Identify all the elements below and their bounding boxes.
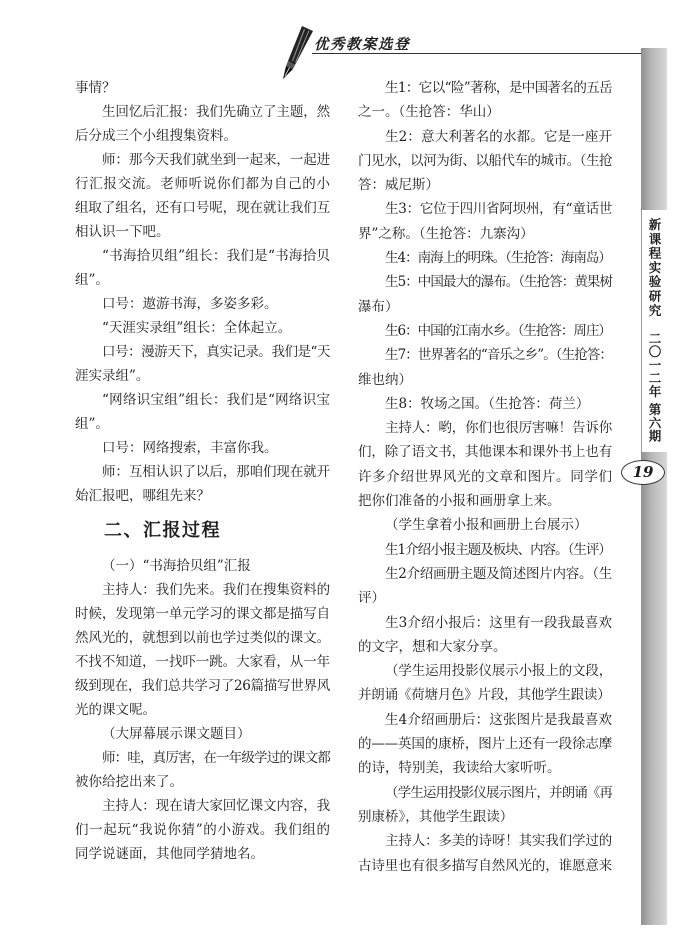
text-line: 古诗里也有很多描写自然风光的，谁愿意来 bbox=[358, 857, 612, 874]
text-line: 瀑布） bbox=[358, 298, 399, 315]
text-line: 组”。 bbox=[75, 272, 109, 288]
text-line: 的文字，想和大家分享。 bbox=[358, 638, 507, 655]
paragraph bbox=[358, 659, 612, 708]
text-line: 事情？ bbox=[75, 80, 116, 96]
text-line: 并朗诵《荷塘月色》片段，其他学生跟读） bbox=[358, 687, 611, 704]
text-line: “书海拾贝组”组长：我们是“书海拾贝 bbox=[102, 248, 330, 264]
text-line: （学生拿着小报和画册上台展示） bbox=[385, 517, 588, 534]
text-line: 师：那今天我们就坐到一起来，一起进 bbox=[102, 152, 330, 168]
text-line: 不找不知道，一找吓一跳。大家看，从一年 bbox=[75, 654, 330, 670]
pen-icon bbox=[280, 25, 314, 79]
text-line: 生1：它以“险”著称，是中国著名的五岳 bbox=[385, 80, 612, 96]
paragraph bbox=[358, 270, 612, 319]
text-line: 把你们准备的小报和画册拿上来。 bbox=[358, 493, 561, 510]
text-line: 相认识一下吧。 bbox=[75, 224, 170, 240]
paragraph bbox=[358, 829, 612, 878]
text-line: 答：威尼斯） bbox=[358, 177, 439, 194]
paragraph bbox=[358, 197, 612, 246]
paragraph bbox=[75, 460, 330, 508]
text-line: 们，除了语文书，其他课本和课外书上也有 bbox=[358, 444, 612, 461]
paragraph bbox=[75, 746, 330, 794]
text-line: 维也纳） bbox=[358, 371, 412, 388]
paragraph bbox=[75, 554, 330, 578]
text-line: 被你给挖出来了。 bbox=[75, 774, 183, 790]
text-line: 们一起玩“我说你猜”的小游戏。我们组的 bbox=[75, 822, 330, 838]
text-line: 口号：网络搜索，丰富你我。 bbox=[102, 440, 278, 456]
paragraph bbox=[358, 343, 612, 392]
text-line: 别康桥》，其他学生跟读） bbox=[358, 808, 514, 825]
paragraph bbox=[358, 416, 612, 513]
paragraph bbox=[75, 388, 330, 436]
paragraph bbox=[75, 340, 330, 388]
text-line: （学生运用投影仪展示小报上的文段， bbox=[385, 663, 612, 680]
text-line: 主持人：哟，你们也很厉害嘛！告诉你 bbox=[385, 420, 612, 437]
text-line: 光的课文呢。 bbox=[75, 702, 156, 718]
text-line: 的——英国的康桥，图片上还有一段徐志摩 bbox=[358, 736, 612, 753]
paragraph bbox=[358, 76, 612, 125]
text-line: 始汇报吧，哪组先来？ bbox=[75, 488, 210, 504]
paragraph bbox=[75, 578, 330, 722]
text-line: 生6：中国的江南水乡。（生抢答：周庄） bbox=[385, 322, 611, 339]
text-line: 师：互相认识了以后，那咱们现在就开 bbox=[102, 464, 330, 480]
paragraph bbox=[75, 292, 330, 316]
section-heading: 二、汇报过程 bbox=[104, 520, 221, 541]
right-column bbox=[358, 76, 612, 878]
text-line: （一）“书海拾贝组”汇报 bbox=[102, 558, 251, 574]
text-line: 生3：它位于四川省阿坝州，有“童话世 bbox=[385, 201, 612, 218]
paragraph bbox=[358, 246, 612, 270]
text-line: 师：哇，真厉害，在一年级学过的课文都 bbox=[102, 750, 330, 766]
text-line: 许多介绍世界风光的文章和图片。同学们 bbox=[358, 468, 612, 485]
text-line: 主持人：多美的诗呀！其实我们学过的 bbox=[385, 833, 612, 850]
text-line: 评） bbox=[358, 590, 385, 607]
text-line: 行汇报交流。老师听说你们都为自己的小 bbox=[75, 176, 330, 192]
paragraph bbox=[358, 562, 612, 611]
paragraph bbox=[358, 708, 612, 781]
paragraph bbox=[358, 538, 612, 562]
text-line: 之一。（生抢答：华山） bbox=[358, 104, 500, 121]
issue-date: 二〇一二年 第六期 bbox=[647, 332, 662, 443]
page-number: 19 bbox=[621, 460, 665, 485]
paragraph bbox=[75, 794, 330, 866]
text-line: 然风光的，就想到以前也学过类似的课文。 bbox=[75, 630, 330, 646]
paragraph bbox=[358, 781, 612, 830]
text-line: 后分成三个小组搜集资料。 bbox=[75, 128, 237, 144]
text-line: 生7：世界著名的“音乐之乡”。（生抢答： bbox=[385, 347, 612, 364]
paragraph bbox=[358, 513, 612, 537]
left-column bbox=[75, 76, 330, 866]
paragraph bbox=[75, 722, 330, 746]
text-line: 生回忆后汇报：我们先确立了主题，然 bbox=[102, 104, 330, 120]
journal-name: 新课程实验研究 bbox=[647, 218, 662, 319]
section-label: 优秀教案选登 bbox=[314, 37, 410, 53]
paragraph bbox=[75, 76, 330, 100]
text-line: 门见水，以河为街、以船代车的城市。（生抢 bbox=[358, 152, 612, 169]
text-line: “天涯实录组”组长：全体起立。 bbox=[102, 320, 292, 336]
text-line: 组”。 bbox=[75, 416, 109, 432]
text-line: 主持人：我们先来。我们在搜集资料的 bbox=[102, 582, 330, 598]
text-line: 生2介绍画册主题及简述图片内容。（生 bbox=[385, 565, 612, 582]
text-line: 生2：意大利著名的水都。它是一座开 bbox=[385, 128, 612, 145]
text-line: 主持人：现在请大家回忆课文内容，我 bbox=[102, 798, 330, 814]
paragraph bbox=[358, 125, 612, 198]
text-line: 的诗，特别美，我读给大家听听。 bbox=[358, 760, 561, 777]
text-line: 口号：遨游书海，多姿多彩。 bbox=[102, 296, 278, 312]
text-line: （学生运用投影仪展示图片，并朗诵《再 bbox=[385, 784, 612, 801]
paragraph bbox=[75, 244, 330, 292]
text-line: 生1介绍小报主题及板块、内容。（生评） bbox=[385, 541, 611, 558]
text-line: 口号：漫游天下，真实记录。我们是“天 bbox=[102, 344, 330, 360]
paragraph bbox=[75, 100, 330, 148]
text-line: 时候，发现第一单元学习的课文都是描写自 bbox=[75, 606, 330, 622]
header-rule bbox=[312, 53, 641, 54]
text-line: 生8：牧场之国。（生抢答：荷兰） bbox=[385, 395, 590, 412]
text-line: 界”之称。（生抢答：九寨沟） bbox=[358, 225, 534, 242]
paragraph bbox=[358, 319, 612, 343]
text-line: 组取了组名，还有口号呢，现在就让我们互 bbox=[75, 200, 330, 216]
text-line: 生3介绍小报后：这里有一段我最喜欢 bbox=[385, 614, 612, 631]
paragraph bbox=[358, 392, 612, 416]
text-line: 生5：中国最大的瀑布。（生抢答：黄果树 bbox=[385, 274, 612, 291]
text-line: 涯实录组”。 bbox=[75, 368, 150, 384]
text-line: 同学说谜面，其他同学猜地名。 bbox=[75, 846, 264, 862]
paragraph bbox=[75, 148, 330, 244]
sidebar-strip bbox=[641, 48, 667, 925]
paragraph bbox=[75, 436, 330, 460]
paragraph bbox=[358, 611, 612, 660]
text-line: 级到现在，我们总共学习了26篇描写世界风 bbox=[75, 678, 330, 694]
paragraph bbox=[75, 316, 330, 340]
text-line: （大屏幕展示课文题目） bbox=[102, 726, 251, 742]
text-line: “网络识宝组”组长：我们是“网络识宝 bbox=[102, 392, 330, 408]
text-line: 生4介绍画册后：这张图片是我最喜欢 bbox=[385, 711, 612, 728]
text-line: 生4：南海上的明珠。（生抢答：海南岛） bbox=[385, 250, 611, 267]
